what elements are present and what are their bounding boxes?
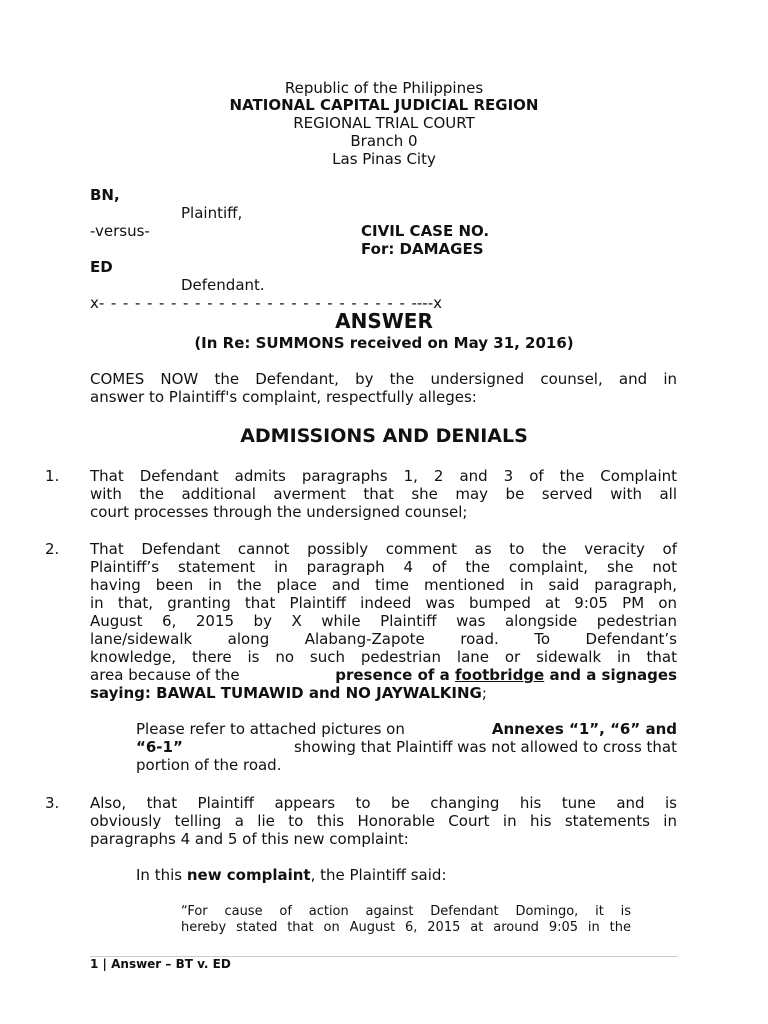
defendant-name: ED: [90, 258, 113, 276]
section-heading: ADMISSIONS AND DENIALS: [240, 425, 528, 447]
para-1-line: with the additional averment that she may be served with all: [90, 485, 677, 503]
presence-text: presence of a: [335, 666, 455, 684]
page-footer: [90, 957, 231, 971]
para-3-number: 3.: [45, 794, 60, 812]
para-1-line: court processes through the undersigned counsel;: [90, 503, 468, 521]
para-2-text: area because of the: [90, 666, 245, 684]
para-2-sub-line-2: [136, 738, 677, 756]
footer-title: Answer – BT v. ED: [111, 957, 231, 971]
new-complaint-text: new complaint: [186, 866, 311, 884]
para-2-line: lane/sidewalk along Alabang-Zapote road. To Defendant’s: [90, 630, 677, 648]
para-2-number: 2.: [45, 540, 60, 558]
sub-text: showing that Plaintiff was not allowed to cross that: [289, 738, 677, 756]
para-2-line: Plaintiff’s statement in paragraph 4 of the complaint, she not: [90, 558, 677, 576]
para-2-line: having been in the place and time mentioned in said paragraph,: [90, 576, 677, 594]
signage-text: saying: BAWAL TUMAWID and NO JAYWALKING: [90, 684, 482, 702]
para-1-number: 1.: [45, 467, 60, 485]
para-1-line: That Defendant admits paragraphs 1, 2 and 3 of the Complaint: [90, 467, 677, 485]
para-3-line: obviously telling a lie to this Honorable Court in his statements in: [90, 812, 677, 830]
document-title: ANSWER: [335, 309, 433, 333]
header-republic: Republic of the Philippines: [284, 79, 484, 97]
intro-line-2: answer to Plaintiff's complaint, respectfully alleges:: [90, 388, 477, 406]
para-3-sub: [136, 866, 447, 884]
intro-line-1: COMES NOW the Defendant, by the undersigned counsel, and in: [90, 370, 677, 388]
caption-separator: x- - - - - - - - - - - - - - - - - - - - - - - - - - ----x: [90, 294, 442, 312]
header-branch: Branch 0: [350, 132, 418, 150]
civil-case-no: CIVIL CASE NO.: [361, 222, 490, 240]
plaintiff-name: BN,: [90, 186, 120, 204]
para-2-line: That Defendant cannot possibly comment as to the veracity of: [90, 540, 677, 558]
quote-line: “For cause of action against Defendant Domingo, it is: [181, 904, 631, 919]
para-2-line: August 6, 2015 by X while Plaintiff was alongside pedestrian: [90, 612, 677, 630]
para-2-emphasis: [335, 666, 677, 684]
header-court: REGIONAL TRIAL COURT: [293, 114, 475, 132]
versus-label: -versus-: [90, 222, 150, 240]
sub-text: Please refer to attached pictures on: [136, 720, 410, 738]
para-2-line: knowledge, there is no such pedestrian lane or sidewalk in that: [90, 648, 677, 666]
signages-text: and a signages: [544, 666, 677, 684]
footbridge-text: footbridge: [454, 666, 545, 684]
quote-line: hereby stated that on August 6, 2015 at around 9:05 in the: [181, 920, 631, 935]
para-2-line-8: [90, 666, 677, 684]
para-2-line: in that, granting that Plaintiff indeed was bumped at 9:05 PM on: [90, 594, 677, 612]
case-for: For: DAMAGES: [361, 240, 484, 258]
document-subtitle: (In Re: SUMMONS received on May 31, 2016): [194, 334, 574, 352]
defendant-role: Defendant.: [181, 276, 265, 294]
para-3-line: paragraphs 4 and 5 of this new complaint:: [90, 830, 409, 848]
para-2-sub-line-1: [136, 720, 677, 738]
header-judicial-region: NATIONAL CAPITAL JUDICIAL REGION: [229, 96, 539, 114]
annex-ref: “6-1”: [136, 738, 183, 756]
page-number: 1: [90, 957, 99, 971]
plaintiff-role: Plaintiff,: [181, 204, 243, 222]
punctuation: ;: [481, 684, 487, 702]
annexes-text: Annexes “1”, “6” and: [491, 720, 677, 738]
para-3-line: Also, that Plaintiff appears to be changing his tune and is: [90, 794, 677, 812]
footer-separator: |: [98, 957, 112, 971]
para-2-line-9: [90, 684, 487, 702]
para-2-sub-line-3: portion of the road.: [136, 756, 282, 774]
sub-text: In this: [136, 866, 187, 884]
header-city: Las Pinas City: [332, 150, 436, 168]
sub-text: , the Plaintiff said:: [310, 866, 447, 884]
